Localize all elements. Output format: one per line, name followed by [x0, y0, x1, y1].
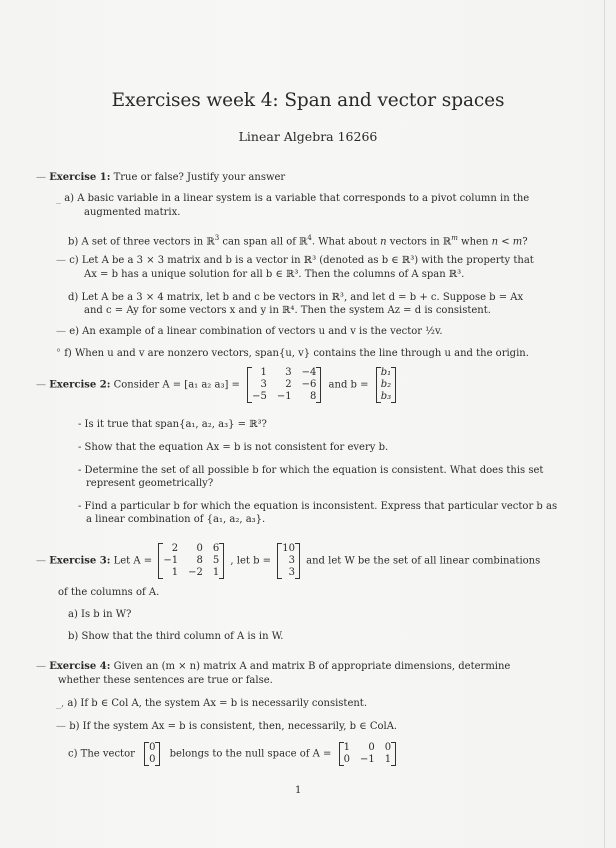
exercise-4b: — b) If the system Ax = b is consistent, then, necessarily, b ∈ ColA. [56, 721, 398, 732]
exercise-1b: b) A set of three vectors in ℝ$^3$ can span all of ℝ$^4$. What about n vectors in ℝ$^m$ when n < m? [68, 234, 528, 248]
exercise-2-and-b: and b = [328, 379, 369, 391]
exercise-4c-text-1: c) The vector [68, 748, 135, 760]
exercise-1d-line-1: d) Let A be a 3 × 4 matrix, let b and c be vectors in ℝ³, and let d = b + c. Suppose b = Ax [68, 292, 524, 303]
zero-vector-cell: 0 [149, 754, 156, 765]
matrix-a-ex4 [339, 742, 397, 766]
matrix-a-ex3-cell: −1 [163, 555, 179, 566]
matrix-a-ex3-row [158, 555, 224, 567]
page-title: Exercises week 4: Span and vector spaces [111, 90, 505, 111]
exercise-1a-line-2: augmented matrix. [84, 207, 181, 218]
scan-edge [604, 0, 605, 848]
vector-b-cell: b₃ [380, 391, 392, 402]
matrix-a-ex4-cell: 1 [343, 742, 350, 753]
matrix-a-ex3-cell: −2 [188, 567, 203, 578]
matrix-a-cell: −5 [252, 391, 267, 402]
exercise-1f: ° f) When u and v are nonzero vectors, span{u, v} contains the line through u and the origin. [56, 348, 529, 359]
matrix-a-ex4-cell: 0 [343, 754, 350, 765]
exercise-1c: — c) Let A be a 3 × 3 matrix and b is a vector in ℝ³ (denoted as b ∈ ℝ³) with the property that [56, 255, 534, 266]
zero-vector [144, 742, 160, 766]
exercise-4a: _, a) If b ∈ Col A, the system Ax = b is necessarily consistent. [56, 698, 367, 709]
matrix-a-row [247, 367, 321, 379]
matrix-a-ex3-cell: 1 [171, 567, 179, 578]
exercise-3b: b) Show that the third column of A is in W. [68, 631, 284, 642]
matrix-a-ex3 [158, 543, 224, 579]
matrix-a-ex3-cell: 6 [212, 543, 220, 554]
exercise-1-heading: — Exercise 1: True or false? Justify your answer [36, 172, 286, 183]
matrix-a-ex4-cell: −1 [359, 754, 375, 765]
exercise-4-intro-1: Given an (m × n) matrix A and matrix B of appropriate dimensions, determine [113, 661, 511, 672]
matrix-a-ex3-cell: 2 [171, 543, 179, 554]
exercise-2-q4-line-1: - Find a particular b for which the equation is inconsistent. Express that particular vector b as [78, 501, 558, 512]
exercise-1-intro: True or false? Justify your answer [113, 172, 286, 183]
exercise-2-q3-line-1: - Determine the set of all possible b for which the equation is consistent. What does this set [78, 465, 544, 476]
matrix-a-cell: −1 [276, 391, 292, 402]
matrix-a-ex3-cell: 0 [196, 543, 203, 554]
exercise-4b-text: b) If the system Ax = b is consistent, then, necessarily, b ∈ ColA. [69, 721, 398, 732]
vector-b-ex3-cell: 10 [282, 543, 295, 554]
exercise-1d-line-2: and c = Ay for some vectors x and y in ℝ⁴. Then the system Az = d is consistent. [84, 305, 491, 316]
exercise-1a-line-1: a) A basic variable in a linear system is a variable that corresponds to a pivot column in the [64, 193, 530, 204]
matrix-a-row [247, 391, 321, 403]
page-number: 1 [295, 785, 302, 796]
exercise-2-consider: Consider A = [a₁ a₂ a₃] = [113, 379, 240, 391]
matrix-a-cell: 3 [285, 367, 292, 378]
exercise-2-heading: — Exercise 2: Consider A = [a₁ a₂ a₃] = 1 3 −4 3 2 −6 −5 −1 8 and b = b₁ b₂ b₃ [36, 367, 396, 403]
zero-vector-cell: 0 [149, 742, 156, 753]
matrix-a-ex3-cell: 1 [212, 567, 220, 578]
matrix-a-cell: −4 [301, 367, 317, 378]
matrix-a-cell: 1 [260, 367, 267, 378]
matrix-a-ex4-cell: 0 [384, 742, 392, 753]
exercise-3-heading: — Exercise 3: Let A = 2 0 6 −1 8 5 1 −2 1 , let b = 10 3 3 and let W be the set of all linear combinations [36, 543, 541, 578]
matrix-a-cell: −6 [301, 379, 317, 390]
exercise-2-label: Exercise 2: [49, 379, 111, 391]
exercise-3-let-b: , let b = [230, 555, 272, 567]
exercise-4-label: Exercise 4: [49, 661, 111, 672]
matrix-a-ex4-cell: 1 [384, 754, 392, 765]
exercise-4-intro-2: whether these sentences are true or false. [58, 675, 273, 686]
matrix-a-cell: 3 [260, 379, 267, 390]
matrix-a-ex4-row [339, 742, 397, 754]
exercise-1f-text: f) When u and v are nonzero vectors, span{u, v} contains the line through u and the origin. [64, 348, 529, 359]
matrix-a-ex3-cell: 5 [212, 555, 220, 566]
vector-b-ex3-cell: 3 [288, 555, 295, 566]
exercise-3a: a) Is b in W? [68, 609, 132, 620]
exercise-3-label: Exercise 3: [49, 555, 111, 567]
matrix-a-ex4-cell: 0 [368, 742, 375, 753]
exercise-1a: _ a) A basic variable in a linear system is a variable that corresponds to a pivot column in the [56, 193, 530, 204]
exercise-1e-text: e) An example of a linear combination of vectors u and v is the vector ½v. [69, 326, 443, 337]
vector-b-ex3 [277, 543, 300, 579]
exercise-1c-line-2: Ax = b has a unique solution for all b ∈ ℝ³. Then the columns of A span ℝ³. [84, 269, 465, 280]
exercise-3-tail: and let W be the set of all linear combinations [306, 555, 541, 567]
vector-b [376, 367, 396, 403]
matrix-a [247, 367, 321, 403]
exercise-2-q3-line-2: represent geometrically? [86, 478, 214, 489]
vector-b-cell: b₁ [380, 367, 392, 378]
vector-b-cell: b₂ [380, 379, 392, 390]
matrix-a-cell: 8 [309, 391, 317, 402]
exercise-4-heading: — Exercise 4: Given an (m × n) matrix A and matrix B of appropriate dimensions, determine [36, 661, 511, 672]
exercise-2-q4-line-2: a linear combination of {a₁, a₂, a₃}. [86, 514, 266, 525]
page-subtitle: Linear Algebra 16266 [238, 129, 378, 144]
exercise-2-q2: - Show that the equation Ax = b is not consistent for every b. [78, 442, 389, 453]
matrix-a-cell: 2 [285, 379, 292, 390]
matrix-a-ex4-row [339, 754, 397, 766]
exercise-2-q1: - Is it true that span{a₁, a₂, a₃} = ℝ³? [78, 419, 267, 430]
matrix-a-ex3-row [158, 543, 224, 555]
exercise-4a-text: a) If b ∈ Col A, the system Ax = b is necessarily consistent. [67, 698, 367, 709]
exercise-3-let-a: Let A = [113, 555, 153, 567]
matrix-a-row [247, 379, 321, 391]
vector-b-ex3-cell: 3 [288, 567, 295, 578]
exercise-1c-line-1: c) Let A be a 3 × 3 matrix and b is a vector in ℝ³ (denoted as b ∈ ℝ³) with the property that [69, 255, 534, 266]
exercise-1-label: Exercise 1: [49, 172, 111, 183]
exercise-1e: — e) An example of a linear combination of vectors u and v is the vector ½v. [56, 326, 443, 337]
exercise-3-tail-2: of the columns of A. [58, 587, 160, 598]
matrix-a-ex3-cell: 8 [196, 555, 203, 566]
matrix-a-ex3-row [158, 567, 224, 579]
exercise-4c-text-2: belongs to the null space of A = [169, 748, 332, 760]
exercise-4c [68, 742, 396, 766]
